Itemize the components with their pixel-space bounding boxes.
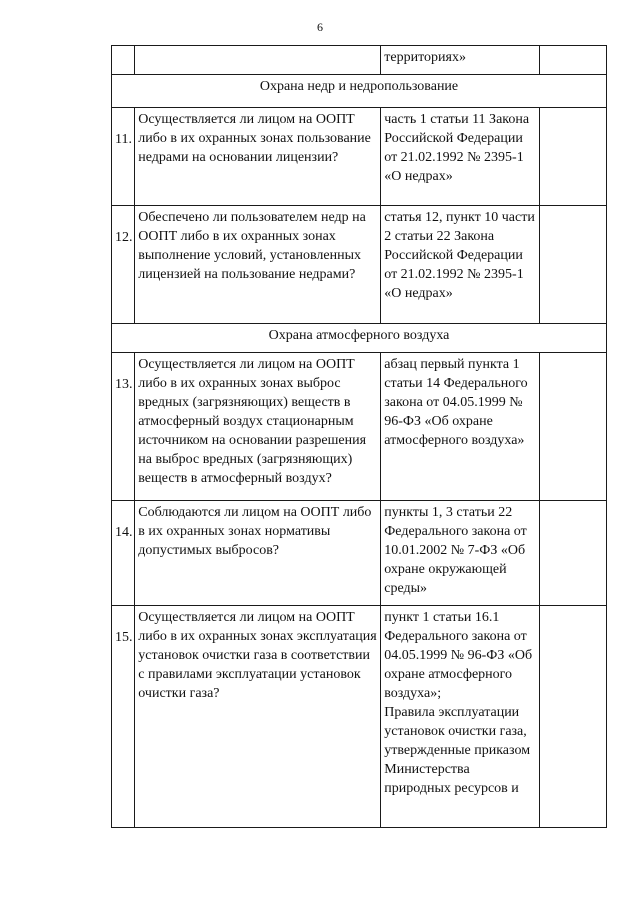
ref-cell: территориях» <box>381 46 540 75</box>
ref-cell: часть 1 статьи 11 Закона Российской Федерации от 21.02.1992 № 2395-1 «О недрах» <box>381 108 540 206</box>
ref-text-2: Правила эксплуатации установок очистки газа, утвержденные приказом Министерства природных ресурсов и <box>384 705 531 796</box>
question-cell: Осуществляется ли лицом на ООПТ либо в их охранных зонах пользование недрами на основании лицензии? <box>135 108 381 206</box>
row-number: 15. <box>112 606 135 828</box>
question-cell: Осуществляется ли лицом на ООПТ либо в их охранных зонах выброс вредных (загрязняющих) веществ в атмосферный воздух стационарным источником на основании разрешения на выброс вредных (загрязняющих) веществ в атмосферный воздух? <box>135 353 381 501</box>
table-row <box>112 353 607 501</box>
table-row <box>112 206 607 324</box>
ref-cell: абзац первый пункта 1 статьи 14 Федерального закона от 04.05.1999 № 96-ФЗ «Об охране атмосферного воздуха» <box>381 353 540 501</box>
question-cell: Осуществляется ли лицом на ООПТ либо в их охранных зонах эксплуатация установок очистки газа в соответствии с правилами эксплуатации установок очистки газа? <box>135 606 381 828</box>
section-title: Охрана атмосферного воздуха <box>112 324 607 353</box>
num-cell <box>112 46 135 75</box>
checklist-table <box>111 45 607 828</box>
question-cell <box>135 46 381 75</box>
table-row <box>112 501 607 606</box>
section-title: Охрана недр и недропользование <box>112 75 607 108</box>
extra-cell <box>540 501 607 606</box>
row-number: 12. <box>112 206 135 324</box>
row-number: 14. <box>112 501 135 606</box>
question-cell: Соблюдаются ли лицом на ООПТ либо в их охранных зонах нормативы допустимых выбросов? <box>135 501 381 606</box>
section-row <box>112 75 607 108</box>
ref-text: пункт 1 статьи 16.1 Федерального закона от 04.05.1999 № 96-ФЗ «Об охране атмосферного воздуха»; <box>384 610 533 701</box>
extra-cell <box>540 206 607 324</box>
table-row <box>112 606 607 828</box>
section-row <box>112 324 607 353</box>
question-cell: Обеспечено ли пользователем недр на ООПТ либо в их охранных зонах выполнение условий, установленных лицензией на пользование недрами? <box>135 206 381 324</box>
extra-cell <box>540 606 607 828</box>
extra-cell <box>540 353 607 501</box>
row-number: 11. <box>112 108 135 206</box>
ref-cell: статья 12, пункт 10 части 2 статьи 22 Закона Российской Федерации от 21.02.1992 № 2395-1 «О недрах» <box>381 206 540 324</box>
table-row <box>112 46 607 75</box>
row-number: 13. <box>112 353 135 501</box>
page-number: 6 <box>317 20 323 34</box>
ref-cell <box>381 606 540 828</box>
table-row <box>112 108 607 206</box>
extra-cell <box>540 46 607 75</box>
ref-cell: пункты 1, 3 статьи 22 Федерального закона от 10.01.2002 № 7-ФЗ «Об охране окружающей среды» <box>381 501 540 606</box>
extra-cell <box>540 108 607 206</box>
